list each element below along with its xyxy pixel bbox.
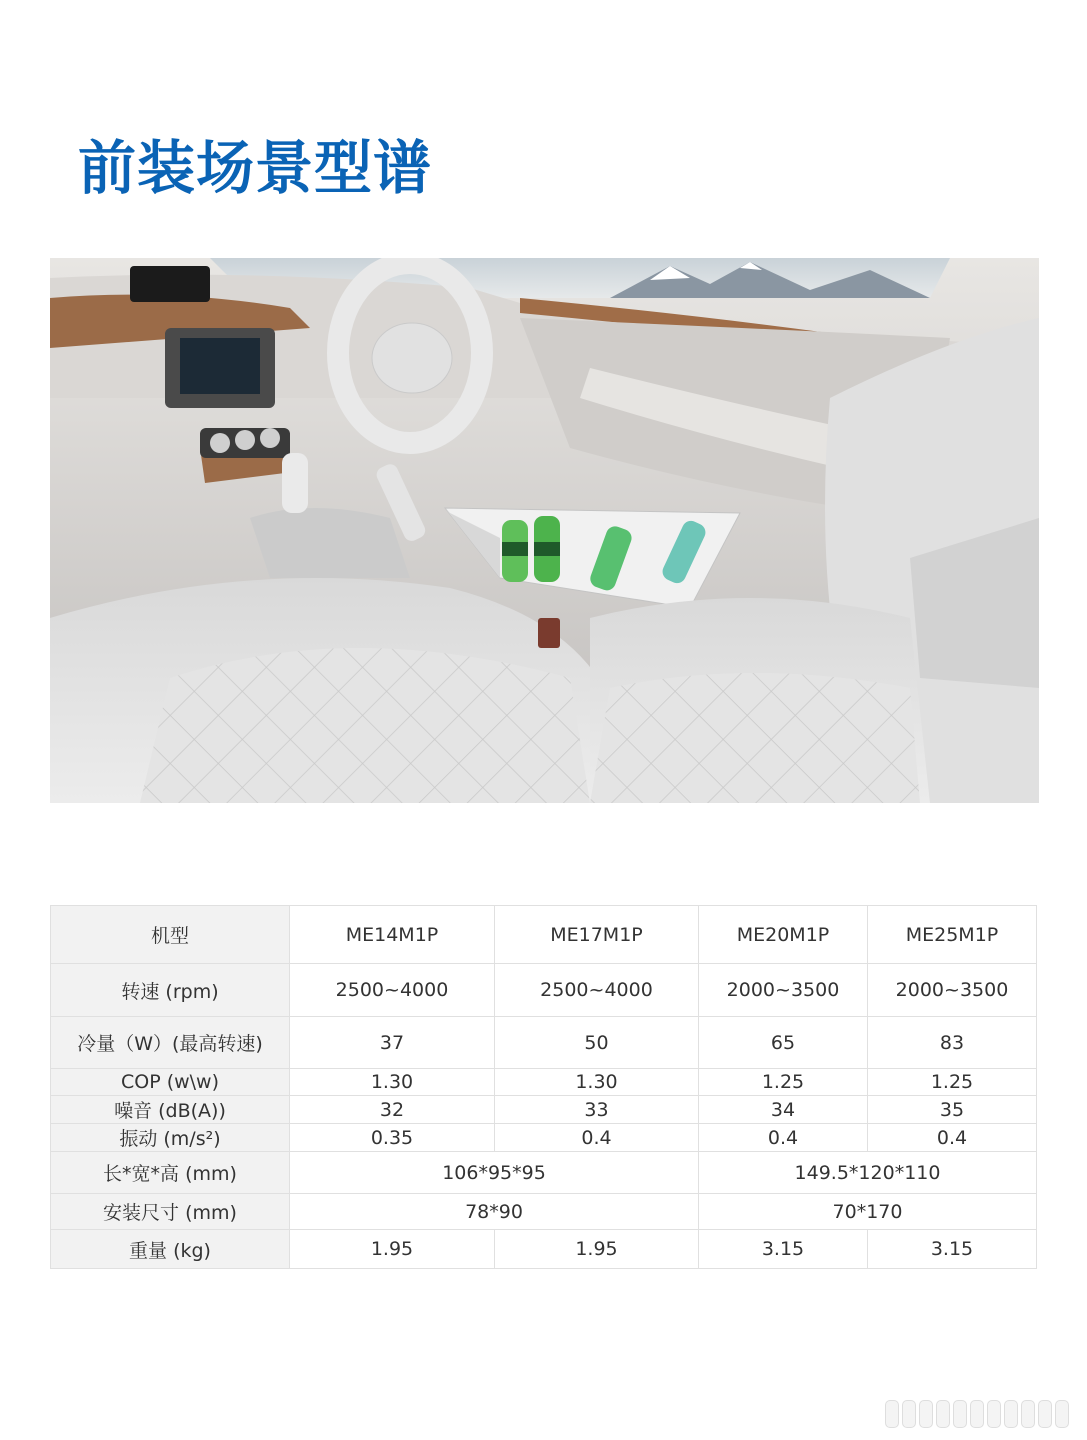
table-cell: 106*95*95 <box>290 1152 699 1194</box>
table-header-row <box>51 906 1037 964</box>
table-cell: 33 <box>495 1096 699 1124</box>
table-cell: 32 <box>290 1096 495 1124</box>
table-row-weight <box>51 1230 1037 1269</box>
table-cell: 1.95 <box>290 1230 495 1269</box>
table-row-size <box>51 1152 1037 1194</box>
table-cell: 70*170 <box>699 1194 1037 1230</box>
spec-table <box>50 905 1037 1269</box>
table-cell: 50 <box>495 1017 699 1069</box>
header-label-cell: 机型 <box>51 906 290 964</box>
table-cell: 65 <box>699 1017 868 1069</box>
table-cell: 1.25 <box>868 1069 1037 1096</box>
table-cell: 3.15 <box>868 1230 1037 1269</box>
row-label: 安装尺寸 (mm) <box>51 1194 290 1230</box>
watermark <box>885 1400 1069 1428</box>
row-label: 转速 (rpm) <box>51 964 290 1017</box>
table-cell: 0.35 <box>290 1124 495 1152</box>
table-cell: 0.4 <box>868 1124 1037 1152</box>
table-cell: 3.15 <box>699 1230 868 1269</box>
table-cell: 35 <box>868 1096 1037 1124</box>
row-label: 噪音 (dB(A)) <box>51 1096 290 1124</box>
model-cell: ME25M1P <box>868 906 1037 964</box>
table-cell: 78*90 <box>290 1194 699 1230</box>
table-cell: 83 <box>868 1017 1037 1069</box>
table-row-vibration <box>51 1124 1037 1152</box>
table-row-mount <box>51 1194 1037 1230</box>
table-cell: 1.95 <box>495 1230 699 1269</box>
table-cell: 0.4 <box>495 1124 699 1152</box>
table-cell: 2000~3500 <box>699 964 868 1017</box>
table-cell: 37 <box>290 1017 495 1069</box>
table-row-cop <box>51 1069 1037 1096</box>
table-cell: 2000~3500 <box>868 964 1037 1017</box>
table-cell: 1.30 <box>495 1069 699 1096</box>
table-row-cooling <box>51 1017 1037 1069</box>
table-row-noise <box>51 1096 1037 1124</box>
table-cell: 0.4 <box>699 1124 868 1152</box>
row-label: 冷量（W）(最高转速) <box>51 1017 290 1069</box>
page-title: 前装场景型谱 <box>78 134 433 202</box>
table-cell: 34 <box>699 1096 868 1124</box>
car-interior-photo <box>50 258 1039 803</box>
table-cell: 2500~4000 <box>495 964 699 1017</box>
model-cell: ME14M1P <box>290 906 495 964</box>
row-label: 振动 (m/s²) <box>51 1124 290 1152</box>
model-cell: ME20M1P <box>699 906 868 964</box>
row-label: 长*宽*高 (mm) <box>51 1152 290 1194</box>
table-cell: 149.5*120*110 <box>699 1152 1037 1194</box>
table-cell: 2500~4000 <box>290 964 495 1017</box>
table-cell: 1.25 <box>699 1069 868 1096</box>
model-cell: ME17M1P <box>495 906 699 964</box>
table-cell: 1.30 <box>290 1069 495 1096</box>
row-label: COP (w\w) <box>51 1069 290 1096</box>
row-label: 重量 (kg) <box>51 1230 290 1269</box>
table-row-speed <box>51 964 1037 1017</box>
